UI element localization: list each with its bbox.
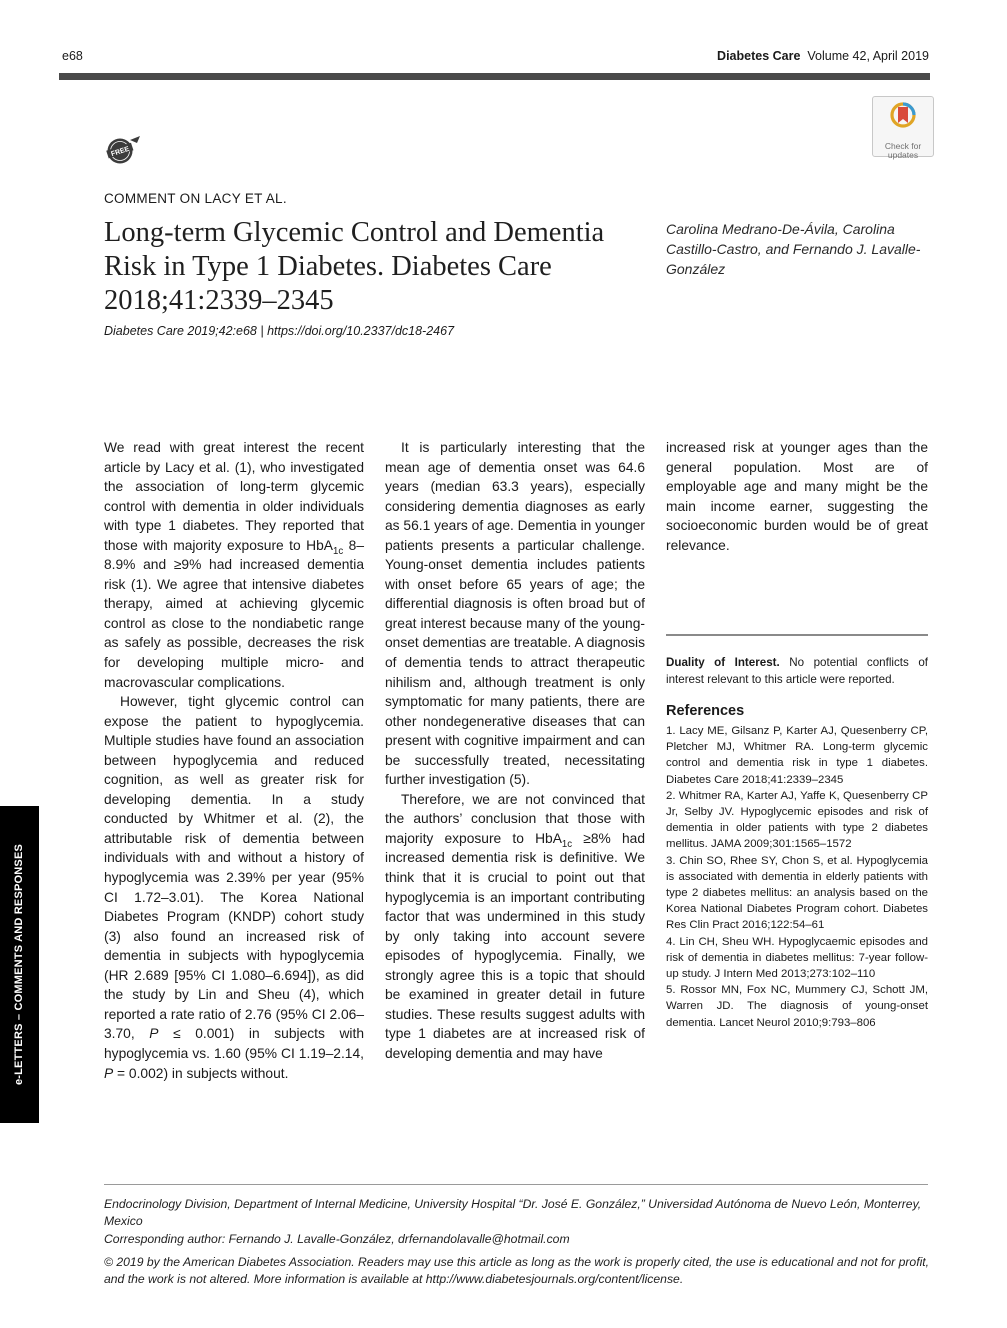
duality-of-interest <box>666 654 928 688</box>
free-access-icon <box>104 134 144 164</box>
footer-rule <box>104 1184 928 1185</box>
body-column-1 <box>104 438 364 1083</box>
references-list <box>666 723 928 1031</box>
free-label: FREE <box>110 145 131 159</box>
references-heading: References <box>666 703 745 719</box>
reference-item: 3. Chin SO, Rhee SY, Chon S, et al. Hypoglycemia is associated with dementia in elderly patients with type 2 diabetes mellitus: an analysis based on the Korea National Diabetes Program cohort. Diabetes Res Clin Pract 2016;122:54–61 <box>666 854 928 932</box>
sidebar-label: e-LETTERS – COMMENTS AND RESPONSES <box>13 843 25 1086</box>
section-sidebar <box>0 806 39 1123</box>
reference-item: 4. Lin CH, Sheu WH. Hypoglycaemic episodes and risk of dementia in diabetes mellitus: 7-year follow-up study. J Intern Med 2013;273:102–110 <box>666 935 928 981</box>
article-citation: Diabetes Care 2019;42:e68 | https://doi.org/10.2337/dc18-2467 <box>104 324 455 338</box>
duality-label: Duality of Interest. <box>666 656 780 669</box>
reference-item: 1. Lacy ME, Gilsanz P, Karter AJ, Quesenberry CP, Pletcher MJ, Whitmer RA. Long-term glycemic control and dementia risk in type 1 diabetes. Diabetes Care 2018;41:2339–2345 <box>666 725 928 786</box>
reference-item: 2. Whitmer RA, Karter AJ, Yaffe K, Quesenberry CP Jr, Selby JV. Hypoglycemic episodes and risk of dementia in older patients with type 2 diabetes mellitus. JAMA 2009;301:1565–1572 <box>666 789 928 851</box>
body-column-3 <box>666 438 928 555</box>
page-number: e68 <box>62 49 83 63</box>
section-rule <box>666 634 928 636</box>
body-paragraph-continued: increased risk at younger ages than the general population. Most are of employable age and many might be the main income earner, suggesting the socioeconomic burden would be of great relevance. <box>666 440 928 553</box>
body-paragraph: Therefore, we are not convinced that the authors’ conclusion that those with majority exposure to HbA$_{1c}$ ≥8% had increased dementia risk is definitive. We think that it is crucial to point out that hypoglycemia is an important contributing factor that was undermined in this study by only taking into account severe episodes of hypoglycemia. Finally, we strongly agree this is a topic that should be examined in greater detail in future studies. These results suggest adults with type 1 diabetes are at increased risk of developing dementia and may have <box>385 791 645 1061</box>
author-list: Carolina Medrano-De-Ávila, Carolina Castillo-Castro, and Fernando J. Lavalle-González <box>666 221 921 277</box>
bookmark-ring-icon <box>889 101 917 133</box>
body-column-2 <box>385 438 645 1064</box>
header-rule <box>59 73 930 80</box>
affiliation-note: Endocrinology Division, Department of Internal Medicine, University Hospital “Dr. José E. González,” Universidad Autónoma de Nuevo León, Monterrey, Mexico <box>104 1197 922 1228</box>
body-paragraph: We read with great interest the recent article by Lacy et al. (1), who investigated the association of long-term glycemic control with dementia in older individuals with type 1 diabetes. They reported that those with majority exposure to HbA$_{1c}$ 8–8.9% and ≥9% had increased dementia risk (1). We agree that intensive diabetes therapy, aimed at achieving glycemic control as close to the nondiabetic range as safely as possible, decreases the risk for developing multiple micro- and macrovascular complications. <box>104 440 364 690</box>
copyright-note: © 2019 by the American Diabetes Association. Readers may use this article as long as the work is properly cited, the use is educational and not for profit, and the work is not altered. More information is available at http://www.diabetesjournals.org/content/license. <box>104 1255 930 1286</box>
check-for-updates-badge[interactable] <box>872 96 934 160</box>
reference-item: 5. Rossor MN, Fox NC, Mummery CJ, Schott JM, Warren JD. The diagnosis of young-onset dementia. Lancet Neurol 2010;9:793–806 <box>666 984 928 1029</box>
journal-name: Diabetes Care <box>717 49 801 63</box>
volume-date: Volume 42, April 2019 <box>807 49 929 63</box>
body-paragraph: It is particularly interesting that the mean age of dementia onset was 64.6 years (median 63.3 years), especially considering dementia diagnoses as early as 56.1 years of age. Dementia in younger patients presents a particular challenge. Young-onset dementia includes patients with onset before 65 years of age; the differential diagnosis is often broad but of great interest because many of the young-onset dementias are treatable. A diagnosis of dementia tends to attract therapeutic nihilism and, although treatment is only symptomatic for many patients, there are other nondegenerative diseases that can present with cognitive impairment and can be successfully treated, necessitating further investigation (5). <box>385 440 646 788</box>
running-header <box>717 49 929 63</box>
duality-text: No potential conflicts of interest relevant to this article were reported. <box>666 656 928 686</box>
article-section-label: COMMENT ON LACY ET AL. <box>104 191 287 206</box>
corresponding-author-note: Corresponding author: Fernando J. Lavalle-González, drfernandolavalle@hotmail.com <box>104 1232 570 1246</box>
check-updates-label: Check for updates <box>884 141 922 160</box>
body-paragraph: However, tight glycemic control can expose the patient to hypoglycemia. Multiple studies have found an association between hypoglycemia and reduced cognition, as well as greater risk for developing dementia. In a study conducted by Whitmer et al. (2), the attributable risk of dementia between individuals with and without a history of hypoglycemia was 2.39% per year (95% CI 1.72–3.01). The Korea National Diabetes Program (KNDP) cohort study (3) also found an increased risk of dementia in subjects with hypoglycemia (HR 2.689 [95% CI 1.080–6.694]), as did the study by Lin and Sheu (4), which reported a rate ratio of 2.76 (95% CI 2.06–3.70, P ≤ 0.001) in subjects with hypoglycemia vs. 1.60 (95% CI 1.19–2.14, P = 0.002) in subjects without. <box>104 694 364 1081</box>
article-title: Long-term Glycemic Control and Dementia Risk in Type 1 Diabetes. Diabetes Care 2018;41:2339–2345 <box>104 217 605 316</box>
